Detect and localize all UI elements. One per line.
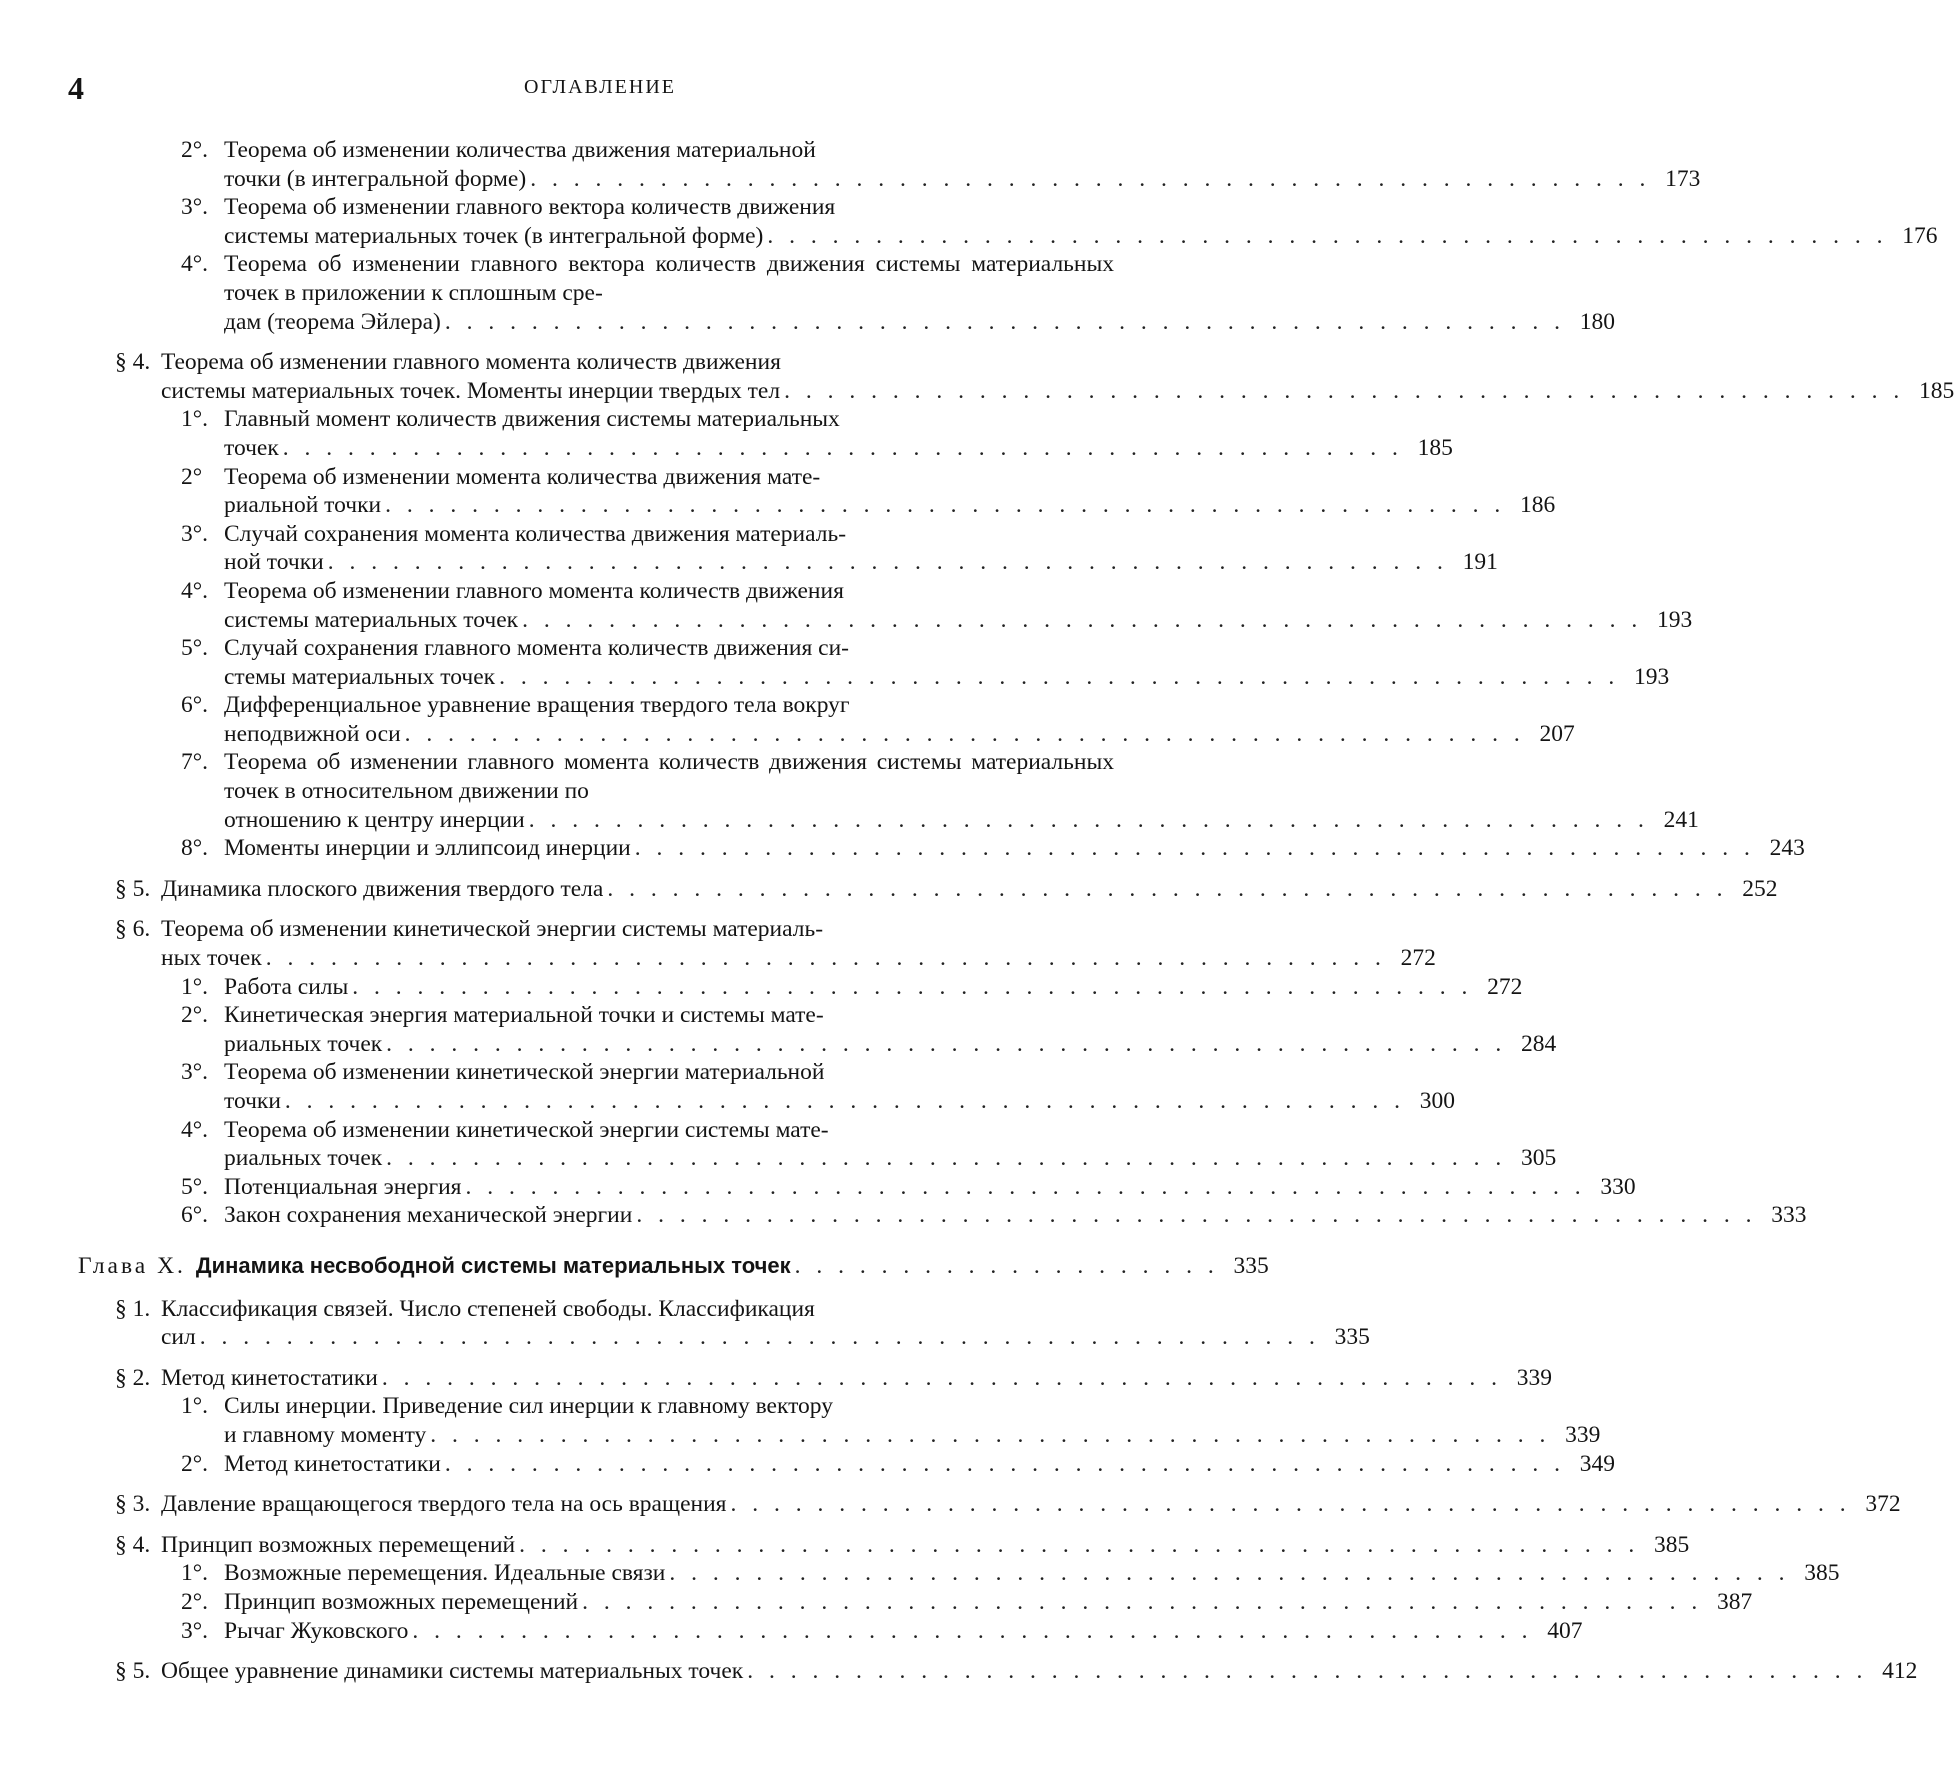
entry-last-line: риальных точек bbox=[224, 1144, 382, 1173]
page-ref: 305 bbox=[1516, 1144, 1556, 1173]
entry-number: § 4. bbox=[115, 1531, 150, 1560]
entry-text bbox=[115, 915, 1114, 972]
page-ref: 407 bbox=[1543, 1617, 1583, 1646]
entry-number: 1°. bbox=[181, 1392, 208, 1421]
dot-leader: . . . . . . . . . . . . . . . . . . . . . . . . . . . . . . . . . . . . . . . . . . . . . . . . . . . . bbox=[382, 1364, 1502, 1393]
toc-entry-line bbox=[224, 663, 1114, 692]
dot-leader: . . . . . . . . . . . . . . . . . . . . . . . . . . . . . . . . . . . . . . . . . . . . . . . . . . . . bbox=[607, 875, 1727, 904]
page-ref: 193 bbox=[1629, 663, 1669, 692]
entry-text bbox=[115, 875, 1114, 904]
toc-entry-line bbox=[224, 1201, 1114, 1230]
entry-lead-text: Теорема об изменении главного момента количеств движения bbox=[161, 348, 1114, 377]
page-ref: 349 bbox=[1575, 1450, 1615, 1479]
entry-last-line: дам (теорема Эйлера) bbox=[224, 308, 441, 337]
page-ref: 272 bbox=[1482, 973, 1522, 1002]
toc-entry-sub bbox=[181, 1116, 1114, 1173]
chapter-label: Глава X. bbox=[78, 1252, 186, 1281]
entry-text bbox=[115, 348, 1114, 405]
toc-entry-sub bbox=[181, 634, 1114, 691]
entry-last-line: Метод кинетостатики bbox=[161, 1364, 378, 1393]
entry-text bbox=[181, 1058, 1114, 1115]
toc-entry-sub bbox=[181, 577, 1114, 634]
entry-last-line: сил bbox=[161, 1323, 196, 1352]
dot-leader: . . . . . . . . . . . . . . . . . . . . . . . . . . . . . . . . . . . . . . . . . . . . . . . . . . . . bbox=[283, 434, 1403, 463]
dot-leader: . . . . . . . . . . . . . . . . . . . . . . . . . . . . . . . . . . . . . . . . . . . . . . . . . . . . bbox=[519, 1531, 1639, 1560]
toc-entry-sub bbox=[181, 748, 1114, 834]
toc-entry-sub bbox=[181, 1617, 1114, 1646]
toc-entry-sub bbox=[181, 250, 1114, 336]
entry-number: 1°. bbox=[181, 973, 208, 1002]
entry-number: § 3. bbox=[115, 1490, 150, 1519]
toc-entry-line bbox=[161, 377, 1114, 406]
toc-entry-sub bbox=[181, 1392, 1114, 1449]
page-ref: 241 bbox=[1659, 806, 1699, 835]
page-ref: 173 bbox=[1660, 165, 1700, 194]
entry-text bbox=[181, 1559, 1114, 1588]
toc-entry-sec bbox=[115, 875, 1114, 904]
entry-text bbox=[115, 1364, 1114, 1393]
entry-number: 2° bbox=[181, 463, 202, 492]
entry-lead-text: Теорема об изменении момента количества движения мате- bbox=[224, 463, 1114, 492]
toc-entry-sub bbox=[181, 691, 1114, 748]
page-ref: 207 bbox=[1535, 720, 1575, 749]
page-ref: 387 bbox=[1712, 1588, 1752, 1617]
entry-number: 3°. bbox=[181, 520, 208, 549]
entry-number: 6°. bbox=[181, 1201, 208, 1230]
entry-last-line: Метод кинетостатики bbox=[224, 1450, 441, 1479]
dot-leader: . . . . . . . . . . . . . . . . . . . . . . . . . . . . . . . . . . . . . . . . . . . . . . . . . . . . bbox=[635, 834, 1755, 863]
dot-leader: . . . . . . . . . . . . . . . . . . . . bbox=[795, 1252, 1219, 1281]
entry-lead-text: Случай сохранения главного момента количеств движения си- bbox=[224, 634, 1114, 663]
page-ref: 339 bbox=[1512, 1364, 1552, 1393]
entry-lead-text: Теорема об изменении главного момента количеств движения системы материальных точек в относительном движении по bbox=[224, 748, 1114, 805]
entry-number: 3°. bbox=[181, 193, 208, 222]
page-ref: 186 bbox=[1515, 491, 1555, 520]
entry-text bbox=[181, 577, 1114, 634]
dot-leader: . . . . . . . . . . . . . . . . . . . . . . . . . . . . . . . . . . . . . . . . . . . . . . . . . . . . bbox=[352, 973, 1472, 1002]
page-ref: 272 bbox=[1396, 944, 1436, 973]
entry-last-line: отношению к центру инерции bbox=[224, 806, 525, 835]
toc-entry-sub bbox=[181, 193, 1114, 250]
entry-number: § 2. bbox=[115, 1364, 150, 1393]
entry-number: 1°. bbox=[181, 1559, 208, 1588]
toc-entry-line bbox=[224, 165, 1114, 194]
toc-entry-line bbox=[161, 944, 1114, 973]
book-page bbox=[0, 0, 1200, 1779]
entry-last-line: Общее уравнение динамики системы материальных точек bbox=[161, 1657, 743, 1686]
entry-last-line: неподвижной оси bbox=[224, 720, 401, 749]
entry-last-line: Принцип возможных перемещений bbox=[224, 1588, 578, 1617]
toc-entry-sub bbox=[181, 463, 1114, 520]
toc-entry-line bbox=[161, 1323, 1114, 1352]
toc-entry-sub bbox=[181, 834, 1114, 863]
entry-last-line: Возможные перемещения. Идеальные связи bbox=[224, 1559, 665, 1588]
entry-number: § 4. bbox=[115, 348, 150, 377]
page-ref: 335 bbox=[1330, 1323, 1370, 1352]
toc-entry-sec bbox=[115, 1490, 1114, 1519]
entry-text bbox=[181, 1392, 1114, 1449]
page-ref: 185 bbox=[1914, 377, 1954, 406]
dot-leader: . . . . . . . . . . . . . . . . . . . . . . . . . . . . . . . . . . . . . . . . . . . . . . . . . . . . bbox=[747, 1657, 1867, 1686]
entry-text bbox=[181, 250, 1114, 336]
dot-leader: . . . . . . . . . . . . . . . . . . . . . . . . . . . . . . . . . . . . . . . . . . . . . . . . . . . . bbox=[465, 1173, 1585, 1202]
entry-number: 5°. bbox=[181, 634, 208, 663]
dot-leader: . . . . . . . . . . . . . . . . . . . . . . . . . . . . . . . . . . . . . . . . . . . . . . . . . . . . bbox=[445, 308, 1565, 337]
entry-number: § 6. bbox=[115, 915, 150, 944]
dot-leader: . . . . . . . . . . . . . . . . . . . . . . . . . . . . . . . . . . . . . . . . . . . . . . . . . . . . bbox=[530, 165, 1650, 194]
toc-entry-line bbox=[224, 834, 1114, 863]
toc-entry-line bbox=[224, 1087, 1114, 1116]
toc-entry-line bbox=[224, 606, 1114, 635]
chapter-title: Динамика несвободной системы материальных точек bbox=[196, 1252, 791, 1281]
dot-leader: . . . . . . . . . . . . . . . . . . . . . . . . . . . . . . . . . . . . . . . . . . . . . . . . . . . . bbox=[328, 548, 1448, 577]
page-ref: 180 bbox=[1575, 308, 1615, 337]
page-ref: 191 bbox=[1458, 548, 1498, 577]
page-ref: 335 bbox=[1229, 1252, 1269, 1281]
entry-last-line: системы материальных точек. Моменты инерции твердых тел bbox=[161, 377, 780, 406]
entry-last-line: и главному моменту bbox=[224, 1421, 426, 1450]
entry-text bbox=[115, 1490, 1114, 1519]
entry-lead-text: Дифференциальное уравнение вращения твердого тела вокруг bbox=[224, 691, 1114, 720]
entry-lead-text: Классификация связей. Число степеней свободы. Классификация bbox=[161, 1295, 1114, 1324]
entry-number: 6°. bbox=[181, 691, 208, 720]
entry-number: 4°. bbox=[181, 250, 208, 279]
dot-leader: . . . . . . . . . . . . . . . . . . . . . . . . . . . . . . . . . . . . . . . . . . . . . . . . . . . . bbox=[430, 1421, 1550, 1450]
toc-entry-line bbox=[224, 434, 1114, 463]
toc-entry-line bbox=[224, 222, 1114, 251]
entry-text bbox=[181, 463, 1114, 520]
toc-entry-line bbox=[224, 308, 1114, 337]
entry-text bbox=[115, 1295, 1114, 1352]
dot-leader: . . . . . . . . . . . . . . . . . . . . . . . . . . . . . . . . . . . . . . . . . . . . . . . . . . . . bbox=[582, 1588, 1702, 1617]
dot-leader: . . . . . . . . . . . . . . . . . . . . . . . . . . . . . . . . . . . . . . . . . . . . . . . . . . . . bbox=[385, 491, 1505, 520]
toc-entry-line bbox=[161, 1490, 1114, 1519]
entry-text bbox=[181, 520, 1114, 577]
dot-leader: . . . . . . . . . . . . . . . . . . . . . . . . . . . . . . . . . . . . . . . . . . . . . . . . . . . . bbox=[266, 944, 1386, 973]
page-ref: 333 bbox=[1766, 1201, 1806, 1230]
dot-leader: . . . . . . . . . . . . . . . . . . . . . . . . . . . . . . . . . . . . . . . . . . . . . . . . . . . . bbox=[386, 1030, 1506, 1059]
toc-entry-line bbox=[224, 1030, 1114, 1059]
entry-last-line: стемы материальных точек bbox=[224, 663, 495, 692]
entry-number: 3°. bbox=[181, 1058, 208, 1087]
entry-text bbox=[181, 1116, 1114, 1173]
entry-text bbox=[181, 691, 1114, 748]
dot-leader: . . . . . . . . . . . . . . . . . . . . . . . . . . . . . . . . . . . . . . . . . . . . . . . . . . . . bbox=[636, 1201, 1756, 1230]
toc-entry-line bbox=[224, 1173, 1114, 1202]
entry-last-line: системы материальных точек bbox=[224, 606, 518, 635]
dot-leader: . . . . . . . . . . . . . . . . . . . . . . . . . . . . . . . . . . . . . . . . . . . . . . . . . . . . bbox=[522, 606, 1642, 635]
entry-last-line: точки (в интегральной форме) bbox=[224, 165, 526, 194]
entry-text bbox=[181, 1450, 1114, 1479]
entry-text bbox=[181, 1617, 1114, 1646]
entry-last-line: системы материальных точек (в интегральной форме) bbox=[224, 222, 763, 251]
page-ref: 385 bbox=[1799, 1559, 1839, 1588]
page-ref: 284 bbox=[1516, 1030, 1556, 1059]
entry-text bbox=[181, 1173, 1114, 1202]
entry-text bbox=[181, 973, 1114, 1002]
page-ref: 243 bbox=[1765, 834, 1805, 863]
toc-entry-sec bbox=[115, 1531, 1114, 1560]
dot-leader: . . . . . . . . . . . . . . . . . . . . . . . . . . . . . . . . . . . . . . . . . . . . . . . . . . . . bbox=[499, 663, 1619, 692]
entry-number: 4°. bbox=[181, 577, 208, 606]
toc-entry-line bbox=[224, 806, 1114, 835]
dot-leader: . . . . . . . . . . . . . . . . . . . . . . . . . . . . . . . . . . . . . . . . . . . . . . . . . . . . bbox=[285, 1087, 1405, 1116]
toc-entry-sec bbox=[115, 1657, 1114, 1686]
toc-entry-line bbox=[161, 1531, 1114, 1560]
entry-last-line: Давление вращающегося твердого тела на ось вращения bbox=[161, 1490, 726, 1519]
toc-entry-line bbox=[161, 1657, 1114, 1686]
dot-leader: . . . . . . . . . . . . . . . . . . . . . . . . . . . . . . . . . . . . . . . . . . . . . . . . . . . . bbox=[412, 1617, 1532, 1646]
dot-leader: . . . . . . . . . . . . . . . . . . . . . . . . . . . . . . . . . . . . . . . . . . . . . . . . . . . . bbox=[669, 1559, 1789, 1588]
entry-last-line: Потенциальная энергия bbox=[224, 1173, 461, 1202]
dot-leader: . . . . . . . . . . . . . . . . . . . . . . . . . . . . . . . . . . . . . . . . . . . . . . . . . . . . bbox=[767, 222, 1887, 251]
dot-leader: . . . . . . . . . . . . . . . . . . . . . . . . . . . . . . . . . . . . . . . . . . . . . . . . . . . . bbox=[386, 1144, 1506, 1173]
entry-lead-text: Теорема об изменении кинетической энергии системы материаль- bbox=[161, 915, 1114, 944]
entry-lead-text: Теорема об изменении главного момента количеств движения bbox=[224, 577, 1114, 606]
entry-last-line: риальных точек bbox=[224, 1030, 382, 1059]
toc-entry-line bbox=[224, 491, 1114, 520]
entry-number: 2°. bbox=[181, 1450, 208, 1479]
entry-last-line: Принцип возможных перемещений bbox=[161, 1531, 515, 1560]
entry-last-line: точки bbox=[224, 1087, 281, 1116]
toc-entry-sec bbox=[115, 1295, 1114, 1352]
entry-number: 2°. bbox=[181, 1588, 208, 1617]
entry-number: 2°. bbox=[181, 136, 208, 165]
toc-entry-sub bbox=[181, 973, 1114, 1002]
page-ref: 372 bbox=[1861, 1490, 1901, 1519]
toc-entry-sub bbox=[181, 1173, 1114, 1202]
entry-last-line: Закон сохранения механической энергии bbox=[224, 1201, 632, 1230]
entry-lead-text: Случай сохранения момента количества движения материаль- bbox=[224, 520, 1114, 549]
entry-lead-text: Кинетическая энергия материальной точки и системы мате- bbox=[224, 1001, 1114, 1030]
entry-lead-text: Теорема об изменении главного вектора количеств движения bbox=[224, 193, 1114, 222]
entry-last-line: ной точки bbox=[224, 548, 324, 577]
entry-text bbox=[181, 193, 1114, 250]
entry-number: 2°. bbox=[181, 1001, 208, 1030]
entry-lead-text: Теорема об изменении кинетической энергии материальной bbox=[224, 1058, 1114, 1087]
toc-entry-line bbox=[224, 1450, 1114, 1479]
entry-text bbox=[115, 1657, 1114, 1686]
page-ref: 185 bbox=[1413, 434, 1453, 463]
entry-number: 1°. bbox=[181, 405, 208, 434]
table-of-contents bbox=[0, 136, 1200, 1686]
entry-text bbox=[181, 1001, 1114, 1058]
entry-text bbox=[181, 834, 1114, 863]
dot-leader: . . . . . . . . . . . . . . . . . . . . . . . . . . . . . . . . . . . . . . . . . . . . . . . . . . . . bbox=[730, 1490, 1850, 1519]
toc-entry-sec bbox=[115, 348, 1114, 405]
entry-text bbox=[115, 1531, 1114, 1560]
toc-entry-line bbox=[224, 1144, 1114, 1173]
toc-entry-sub bbox=[181, 1058, 1114, 1115]
toc-entry-sec bbox=[115, 915, 1114, 972]
page-ref: 252 bbox=[1737, 875, 1777, 904]
toc-entry-line bbox=[161, 875, 1114, 904]
toc-entry-sub bbox=[181, 520, 1114, 577]
toc-entry-chap bbox=[78, 1252, 1114, 1281]
dot-leader: . . . . . . . . . . . . . . . . . . . . . . . . . . . . . . . . . . . . . . . . . . . . . . . . . . . . bbox=[405, 720, 1525, 749]
entry-number: 5°. bbox=[181, 1173, 208, 1202]
toc-entry-sub bbox=[181, 136, 1114, 193]
page-ref: 300 bbox=[1415, 1087, 1455, 1116]
entry-last-line: Моменты инерции и эллипсоид инерции bbox=[224, 834, 631, 863]
entry-number: 7°. bbox=[181, 748, 208, 777]
entry-lead-text: Теорема об изменении количества движения материальной bbox=[224, 136, 1114, 165]
entry-number: § 5. bbox=[115, 875, 150, 904]
page-ref: 385 bbox=[1649, 1531, 1689, 1560]
page-ref: 193 bbox=[1652, 606, 1692, 635]
page-ref: 412 bbox=[1877, 1657, 1917, 1686]
entry-text bbox=[181, 136, 1114, 193]
page-ref: 330 bbox=[1596, 1173, 1636, 1202]
toc-entry-line bbox=[161, 1364, 1114, 1393]
entry-lead-text: Главный момент количеств движения системы материальных bbox=[224, 405, 1114, 434]
entry-lead-text: Теорема об изменении главного вектора количеств движения системы материальных точек в приложении к сплошным сре- bbox=[224, 250, 1114, 307]
entry-text bbox=[181, 1201, 1114, 1230]
entry-last-line: точек bbox=[224, 434, 279, 463]
toc-entry-sub bbox=[181, 1559, 1114, 1588]
entry-number: § 1. bbox=[115, 1295, 150, 1324]
page-ref: 176 bbox=[1897, 222, 1937, 251]
entry-last-line: Работа силы bbox=[224, 973, 348, 1002]
entry-text bbox=[181, 748, 1114, 834]
toc-entry-line bbox=[224, 1588, 1114, 1617]
page-header-title: ОГЛАВЛЕНИЕ bbox=[0, 76, 1200, 99]
toc-entry-sec bbox=[115, 1364, 1114, 1393]
dot-leader: . . . . . . . . . . . . . . . . . . . . . . . . . . . . . . . . . . . . . . . . . . . . . . . . . . . . bbox=[529, 806, 1649, 835]
dot-leader: . . . . . . . . . . . . . . . . . . . . . . . . . . . . . . . . . . . . . . . . . . . . . . . . . . . . bbox=[445, 1450, 1565, 1479]
page-ref: 339 bbox=[1560, 1421, 1600, 1450]
entry-lead-text: Силы инерции. Приведение сил инерции к главному вектору bbox=[224, 1392, 1114, 1421]
toc-entry-line bbox=[224, 1421, 1114, 1450]
dot-leader: . . . . . . . . . . . . . . . . . . . . . . . . . . . . . . . . . . . . . . . . . . . . . . . . . . . . bbox=[784, 377, 1904, 406]
toc-entry-sub bbox=[181, 1588, 1114, 1617]
toc-entry-line bbox=[78, 1252, 1114, 1281]
toc-entry-line bbox=[224, 973, 1114, 1002]
entry-text bbox=[181, 1588, 1114, 1617]
entry-number: 8°. bbox=[181, 834, 208, 863]
page-number: 4 bbox=[68, 70, 84, 107]
entry-last-line: Рычаг Жуковского bbox=[224, 1617, 408, 1646]
toc-entry-sub bbox=[181, 1201, 1114, 1230]
toc-entry-line bbox=[224, 1617, 1114, 1646]
entry-last-line: ных точек bbox=[161, 944, 262, 973]
toc-entry-sub bbox=[181, 1450, 1114, 1479]
toc-entry-sub bbox=[181, 1001, 1114, 1058]
entry-lead-text: Теорема об изменении кинетической энергии системы мате- bbox=[224, 1116, 1114, 1145]
toc-entry-line bbox=[224, 1559, 1114, 1588]
entry-last-line: риальной точки bbox=[224, 491, 381, 520]
toc-entry-line bbox=[224, 548, 1114, 577]
entry-text bbox=[181, 405, 1114, 462]
entry-number: 4°. bbox=[181, 1116, 208, 1145]
entry-text bbox=[181, 634, 1114, 691]
entry-last-line: Динамика плоского движения твердого тела bbox=[161, 875, 603, 904]
dot-leader: . . . . . . . . . . . . . . . . . . . . . . . . . . . . . . . . . . . . . . . . . . . . . . . . . . . . bbox=[200, 1323, 1320, 1352]
toc-entry-sub bbox=[181, 405, 1114, 462]
entry-number: 3°. bbox=[181, 1617, 208, 1646]
entry-number: § 5. bbox=[115, 1657, 150, 1686]
toc-entry-line bbox=[224, 720, 1114, 749]
